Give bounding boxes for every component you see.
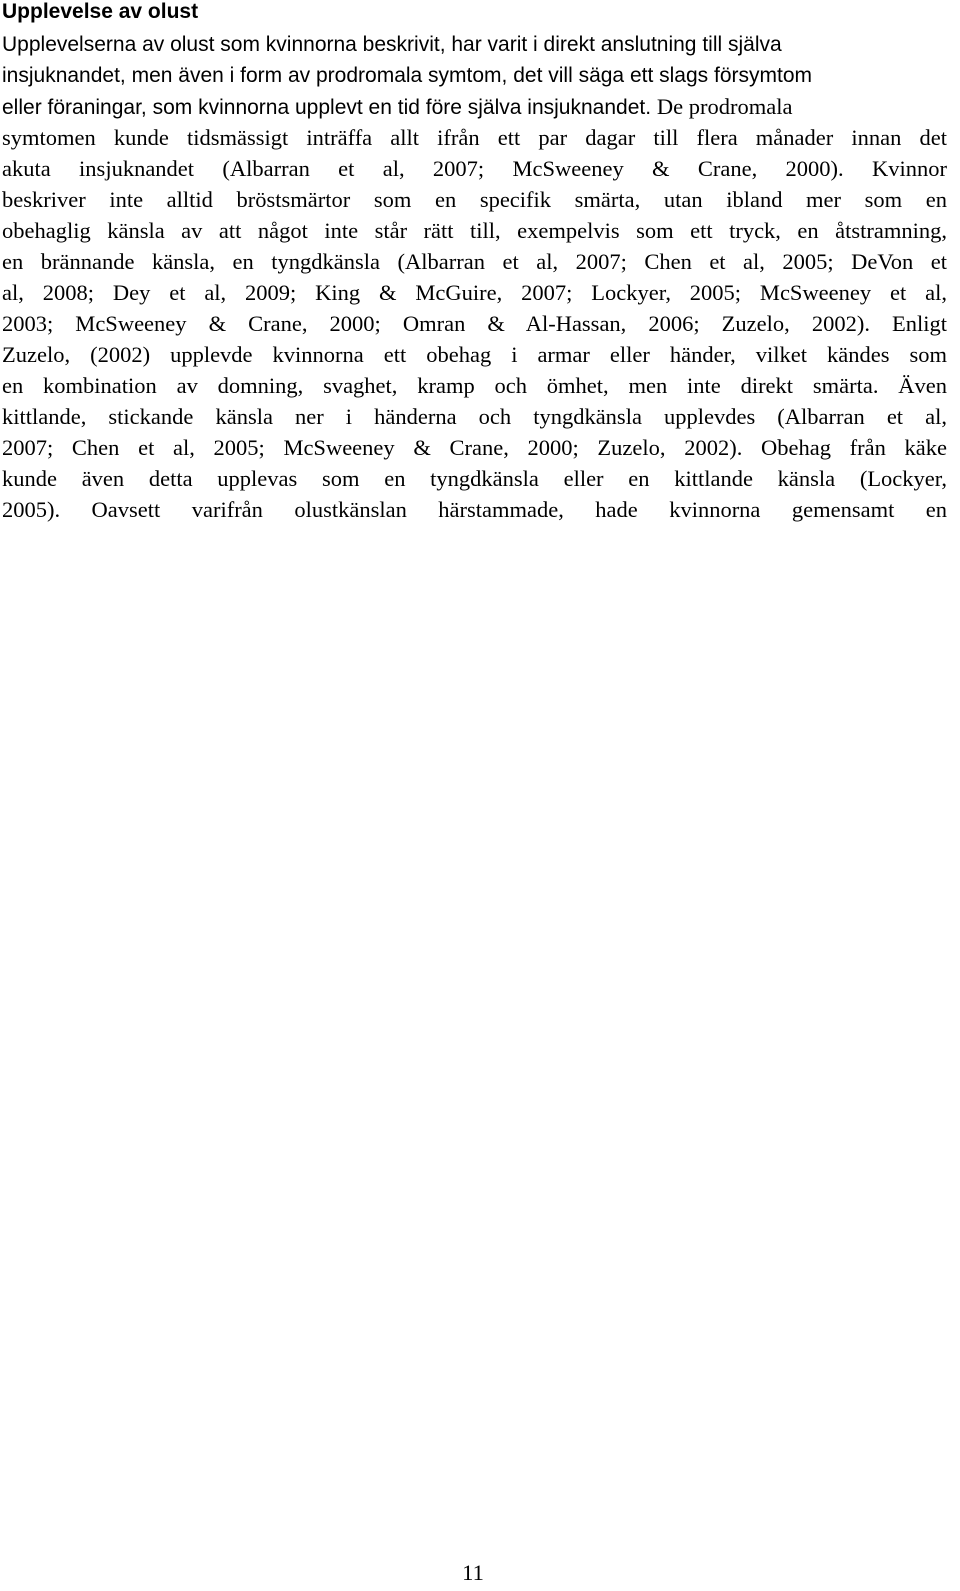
body-line: 2007; Chen et al, 2005; McSweeney & Crane, 2000; Zuzelo, 2002). Obehag från käke <box>2 435 947 460</box>
body-line: beskriver inte alltid bröstsmärtor som en specifik smärta, utan ibland mer som en <box>2 187 947 212</box>
body-paragraph <box>2 122 947 525</box>
page-number: 11 <box>462 1560 484 1585</box>
intro-paragraph <box>2 29 950 123</box>
body-line: 2005). Oavsett varifrån olustkänslan härstammade, hade kvinnorna gemensamt en <box>2 497 947 522</box>
body-line: akuta insjuknandet (Albarran et al, 2007; McSweeney & Crane, 2000). Kvinnor <box>2 156 947 181</box>
intro-line-text: eller föraningar, som kvinnorna upplevt en tid före själva insjuknandet. <box>2 96 652 119</box>
intro-line: insjuknandet, men även i form av prodromala symtom, det vill säga ett slags försymtom <box>2 64 812 87</box>
body-line-start: De prodromala <box>656 94 793 119</box>
body-line: al, 2008; Dey et al, 2009; King & McGuire, 2007; Lockyer, 2005; McSweeney et al, <box>2 280 947 305</box>
body-line: kunde även detta upplevas som en tyngdkänsla eller en kittlande känsla (Lockyer, <box>2 466 947 491</box>
body-line: kittlande, stickande känsla ner i händerna och tyngdkänsla upplevdes (Albarran et al, <box>2 404 947 429</box>
body-line: en brännande känsla, en tyngdkänsla (Albarran et al, 2007; Chen et al, 2005; DeVon et <box>2 249 947 274</box>
section-heading: Upplevelse av olust <box>2 0 199 23</box>
body-line: Zuzelo, (2002) upplevde kvinnorna ett obehag i armar eller händer, vilket kändes som <box>2 342 947 367</box>
body-line: 2003; McSweeney & Crane, 2000; Omran & Al-Hassan, 2006; Zuzelo, 2002). Enligt <box>2 311 947 336</box>
body-line: en kombination av domning, svaghet, kramp och ömhet, men inte direkt smärta. Även <box>2 373 947 398</box>
body-line: symtomen kunde tidsmässigt inträffa allt ifrån ett par dagar till flera månader innan det <box>2 125 947 150</box>
intro-line <box>2 91 950 123</box>
intro-line: Upplevelserna av olust som kvinnorna beskrivit, har varit i direkt anslutning till själva <box>2 33 782 56</box>
body-line: obehaglig känsla av att något inte står rätt till, exempelvis som ett tryck, en åtstramning, <box>2 218 947 243</box>
